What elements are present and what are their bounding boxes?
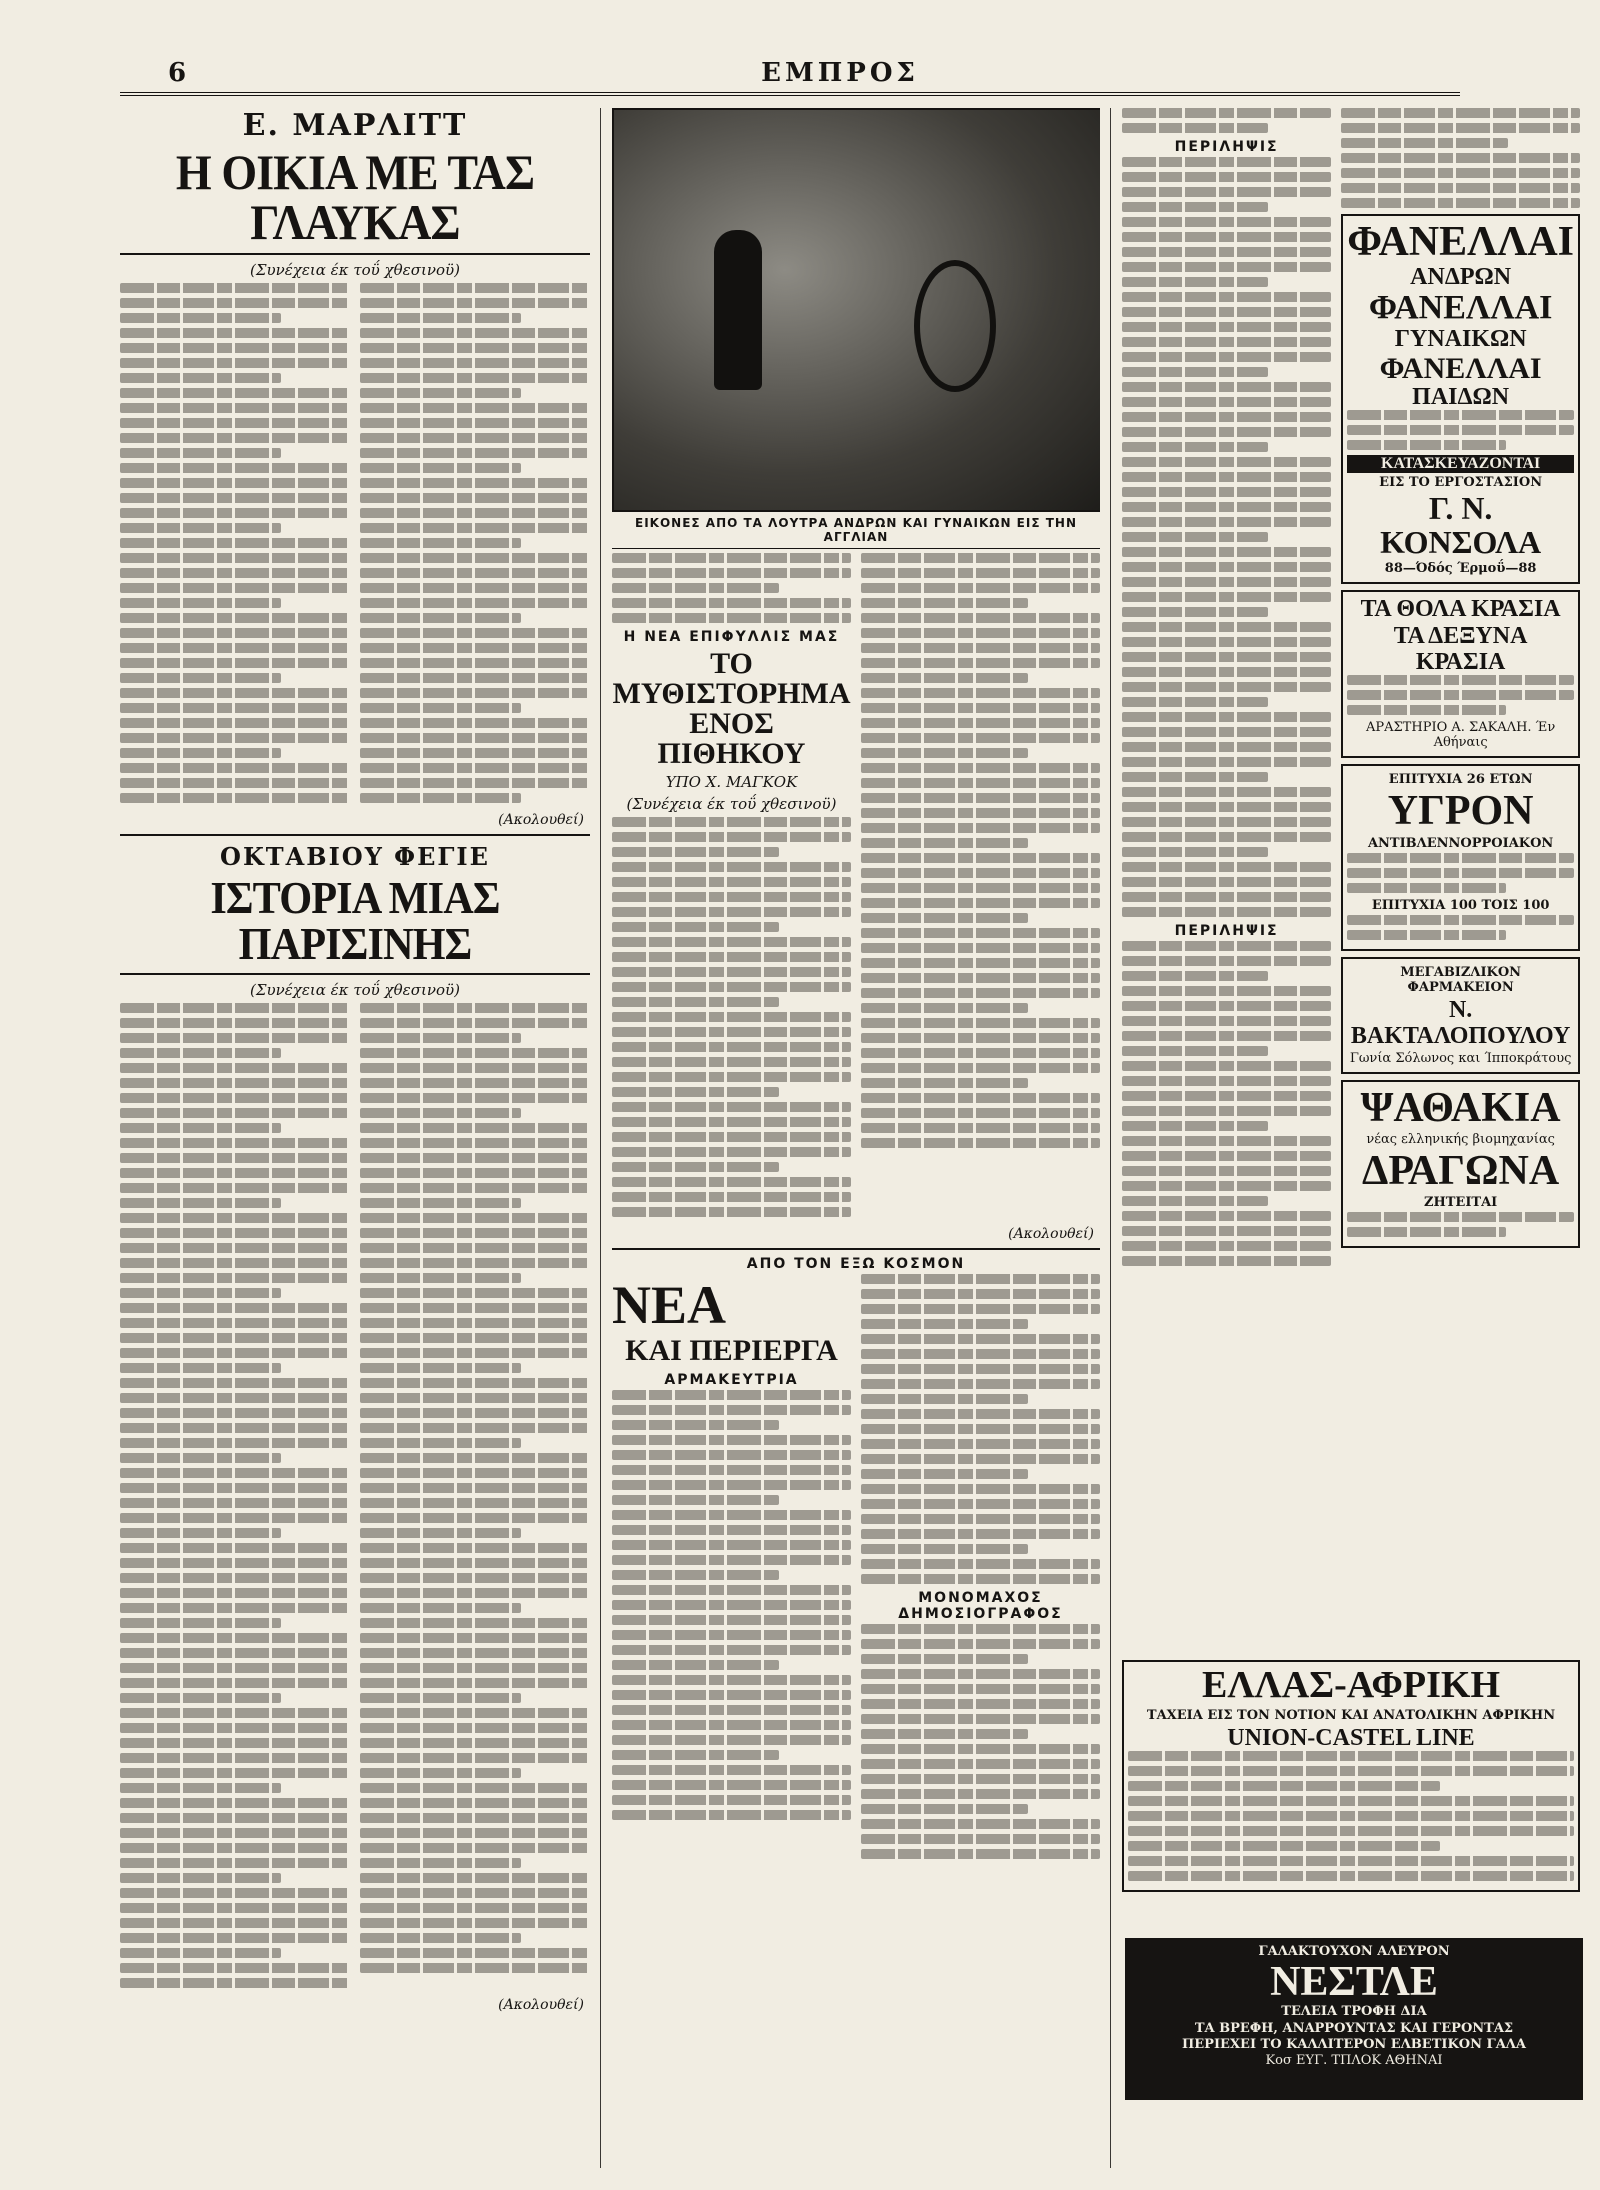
- ad-pharmacy-2: Ν. ΒΑΚΤΑΛΟΠΟΥΛΟΥ: [1350, 996, 1571, 1049]
- ad-pharmacy-1: ΜΕΓΑΒΙΖΛΙΚΟΝ ΦΑΡΜΑΚΕΙΟΝ: [1400, 964, 1522, 995]
- photo-caption: ΕΙΚΟΝΕΣ ΑΠΟ ΤΑ ΛΟΥΤΡΑ ΑΝΔΡΩΝ ΚΑΙ ΓΥΝΑΙΚΩΝ ΕΙΣ ΤΗΝ ΑΓΓΛΙΑΝ: [635, 516, 1077, 544]
- flannel-ad: [1341, 214, 1580, 584]
- ad-success-2: ΕΠΙΤΥΧΙΑ 100 ΤΟΙΣ 100: [1371, 897, 1550, 913]
- column-serials: [120, 108, 590, 2168]
- ad-pharmacy-3: Γωνία Σόλωνος και Ίπποκράτους: [1349, 1051, 1572, 1067]
- ad-made: ΚΑΤΑΣΚΕΥΑΖΟΝΤΑΙ: [1347, 455, 1574, 473]
- ad-dragona: ΔΡΑΓΩΝΑ: [1362, 1148, 1560, 1195]
- notice-heading-2: ΠΕΡΙΛΗΨΙΣ: [1174, 923, 1279, 939]
- ad-factory: ΕΙΣ ΤΟ ΕΡΓΟΣΤΑΣΙΟΝ: [1379, 475, 1543, 491]
- article-body: [120, 283, 590, 808]
- wheel-silhouette: [914, 260, 996, 392]
- article-body-2: [120, 1003, 590, 1993]
- column-rule: [1110, 108, 1111, 2168]
- world-subtitle: ΚΑΙ ΠΕΡΙΕΡΓΑ: [625, 1334, 838, 1367]
- author-name-2: ΟΚΤΑΒΙΟΥ ΦΕΓΙΕ: [220, 842, 490, 871]
- world-title: ΝΕΑ: [612, 1275, 727, 1335]
- page-number: 6: [168, 58, 187, 88]
- ad-success: ΕΠΙΤΥΧΙΑ 26 ΕΤΩΝ: [1388, 772, 1533, 788]
- nestle-line-2: ΤΕΛΕΙΑ ΤΡΟΦΗ ΔΙΑ: [1281, 2004, 1427, 2020]
- world-section: [612, 1274, 1100, 1864]
- ygron-ad: [1341, 764, 1580, 950]
- ad-address: 88—Όδός Έρμοΰ—88: [1384, 561, 1537, 577]
- hellas-sub: ΤΑΧΕΙΑ ΕΙΣ ΤΟΝ ΝΟΤΙΟΝ ΚΑΙ ΑΝΑΤΟΛΙΚΗΝ ΑΦΡΙΚΗΝ: [1146, 1707, 1556, 1723]
- item-title-2: ΜΟΝΟΜΑΧΟΣ ΔΗΜΟΣΙΟΓΡΑΦΟΣ: [898, 1590, 1063, 1622]
- continued-note: (Συνέχεια έκ τοΰ χθεσινοϋ): [250, 261, 460, 279]
- ad-hats: ΨΑΘΑΚΙΑ: [1360, 1085, 1561, 1132]
- ad-wine-1: ΤΑ ΘΟΛΑ ΚΡΑΣΙΑ: [1360, 596, 1561, 623]
- novel-byline: ΥΠΟ Χ. ΜΑΓΚΟΚ: [665, 773, 798, 791]
- end-note-2: (Ακολουθεί): [498, 1997, 584, 2013]
- ad-anti: ΑΝΤΙΒΛΕΝΝΟΡΡΟΙΑΚΟΝ: [1367, 835, 1554, 851]
- masthead: ΕΜΠΡΟΣ: [761, 58, 919, 88]
- ad-wine-3: ΑΡΑΣΤΗΡΙΟ Α. ΣΑΚΑΛΗ. Έν Αθήναις: [1365, 720, 1556, 751]
- hellas-africa: ΕΛΛΑΣ-ΑΦΡΙΚΗ: [1201, 1664, 1501, 1706]
- ad-women: ΓΥΝΑΙΚΩΝ: [1394, 326, 1527, 353]
- column-middle: [612, 108, 1100, 2168]
- world-label: ΑΠΟ ΤΟΝ ΕΞΩ ΚΟΣΜΟΝ: [746, 1256, 966, 1272]
- continued-note-2: (Συνέχεια έκ τοΰ χθεσινοϋ): [250, 981, 460, 999]
- nestle-brand: ΝΕΣΤΛΕ: [1270, 1959, 1438, 2006]
- end-note: (Ακολουθεί): [498, 812, 584, 828]
- column-notices-ads: [1122, 108, 1580, 1908]
- notice-heading-1: ΠΕΡΙΛΗΨΙΣ: [1174, 139, 1279, 155]
- serial-title-2: ΙΣΤΟΡΙΑ ΜΙΑΣ ΠΑΡΙΣΙΝΗΣ: [210, 872, 500, 969]
- nestle-ad: [1125, 1938, 1583, 2100]
- serial-title: Η ΟΙΚΙΑ ΜΕ ΤΑΣ ΓΛΑΥΚΑΣ: [175, 144, 535, 250]
- ad-hats-sub: νέας ελληνικής βιομηχανίας: [1366, 1132, 1555, 1148]
- end-note: (Ακολουθεί): [1008, 1226, 1094, 1242]
- hat-ad: [1341, 1080, 1580, 1248]
- nestle-line-4: ΠΕΡΙΕΧΕΙ ΤΟ ΚΑΛΛΙΤΕΡΟΝ ΕΛΒΕΤΙΚΟΝ ΓΑΛΑ: [1182, 2036, 1526, 2052]
- ad-ygron: ΥΓΡΟΝ: [1387, 788, 1534, 835]
- figure-silhouette: [714, 230, 762, 390]
- section-label: Η ΝΕΑ ΕΠΙΦΥΛΛΙΣ ΜΑΣ: [623, 629, 840, 645]
- novel-title: ΤΟ ΜΥΘΙΣΤΟΡΗΜΑ ΕΝΟΣ ΠΙΘΗΚΟΥ: [612, 647, 851, 770]
- column-rule: [600, 108, 601, 2168]
- ad-konsola: Γ. Ν. ΚΟΝΣΟΛΑ: [1380, 490, 1542, 560]
- ad-wanted: ΖΗΤΕΙΤΑΙ: [1423, 1195, 1498, 1211]
- shipping-ad: [1122, 1660, 1580, 1892]
- ad-flannel-1: ΦΑΝΕΛΛΑΙ: [1347, 219, 1574, 265]
- nestle-address: Κοσ ΕΥΓ. ΤΠΛΟΚ ΑΘΗΝΑΙ: [1265, 2053, 1443, 2069]
- item-title-1: ΑΡΜΑΚΕΥΤΡΙΑ: [664, 1372, 799, 1388]
- continued-note: (Συνέχεια έκ τοΰ χθεσινοϋ): [626, 795, 837, 813]
- wine-ad: [1341, 590, 1580, 758]
- ad-flannel-3: ΦΑΝΕΛΛΑΙ: [1379, 351, 1542, 385]
- ad-flannel-2: ΦΑΝΕΛΛΑΙ: [1368, 289, 1553, 327]
- pharmacy-ad: [1341, 957, 1580, 1075]
- author-name: Ε. ΜΑΡΛΙΤΤ: [242, 108, 468, 143]
- page-header: [120, 58, 1460, 96]
- union-castle: UNION-CASTEL LINE: [1227, 1724, 1475, 1751]
- ad-children: ΠΑΙΔΩΝ: [1412, 384, 1510, 411]
- ad-men: ΑΝΔΡΩΝ: [1410, 264, 1512, 291]
- article-body: [612, 553, 1100, 1222]
- nestle-line-3: ΤΑ ΒΡΕΦΗ, ΑΝΑΡΡΟΥΝΤΑΣ ΚΑΙ ΓΕΡΟΝΤΑΣ: [1194, 2020, 1514, 2036]
- ad-wine-2: ΤΑ ΔΕΞΥΝΑ ΚΡΑΣΙΑ: [1393, 622, 1528, 676]
- nestle-line-1: ΓΑΛΑΚΤΟΥΧΟΝ ΑΛΕΥΡΟΝ: [1258, 1944, 1450, 1959]
- bathing-photo: [612, 108, 1100, 512]
